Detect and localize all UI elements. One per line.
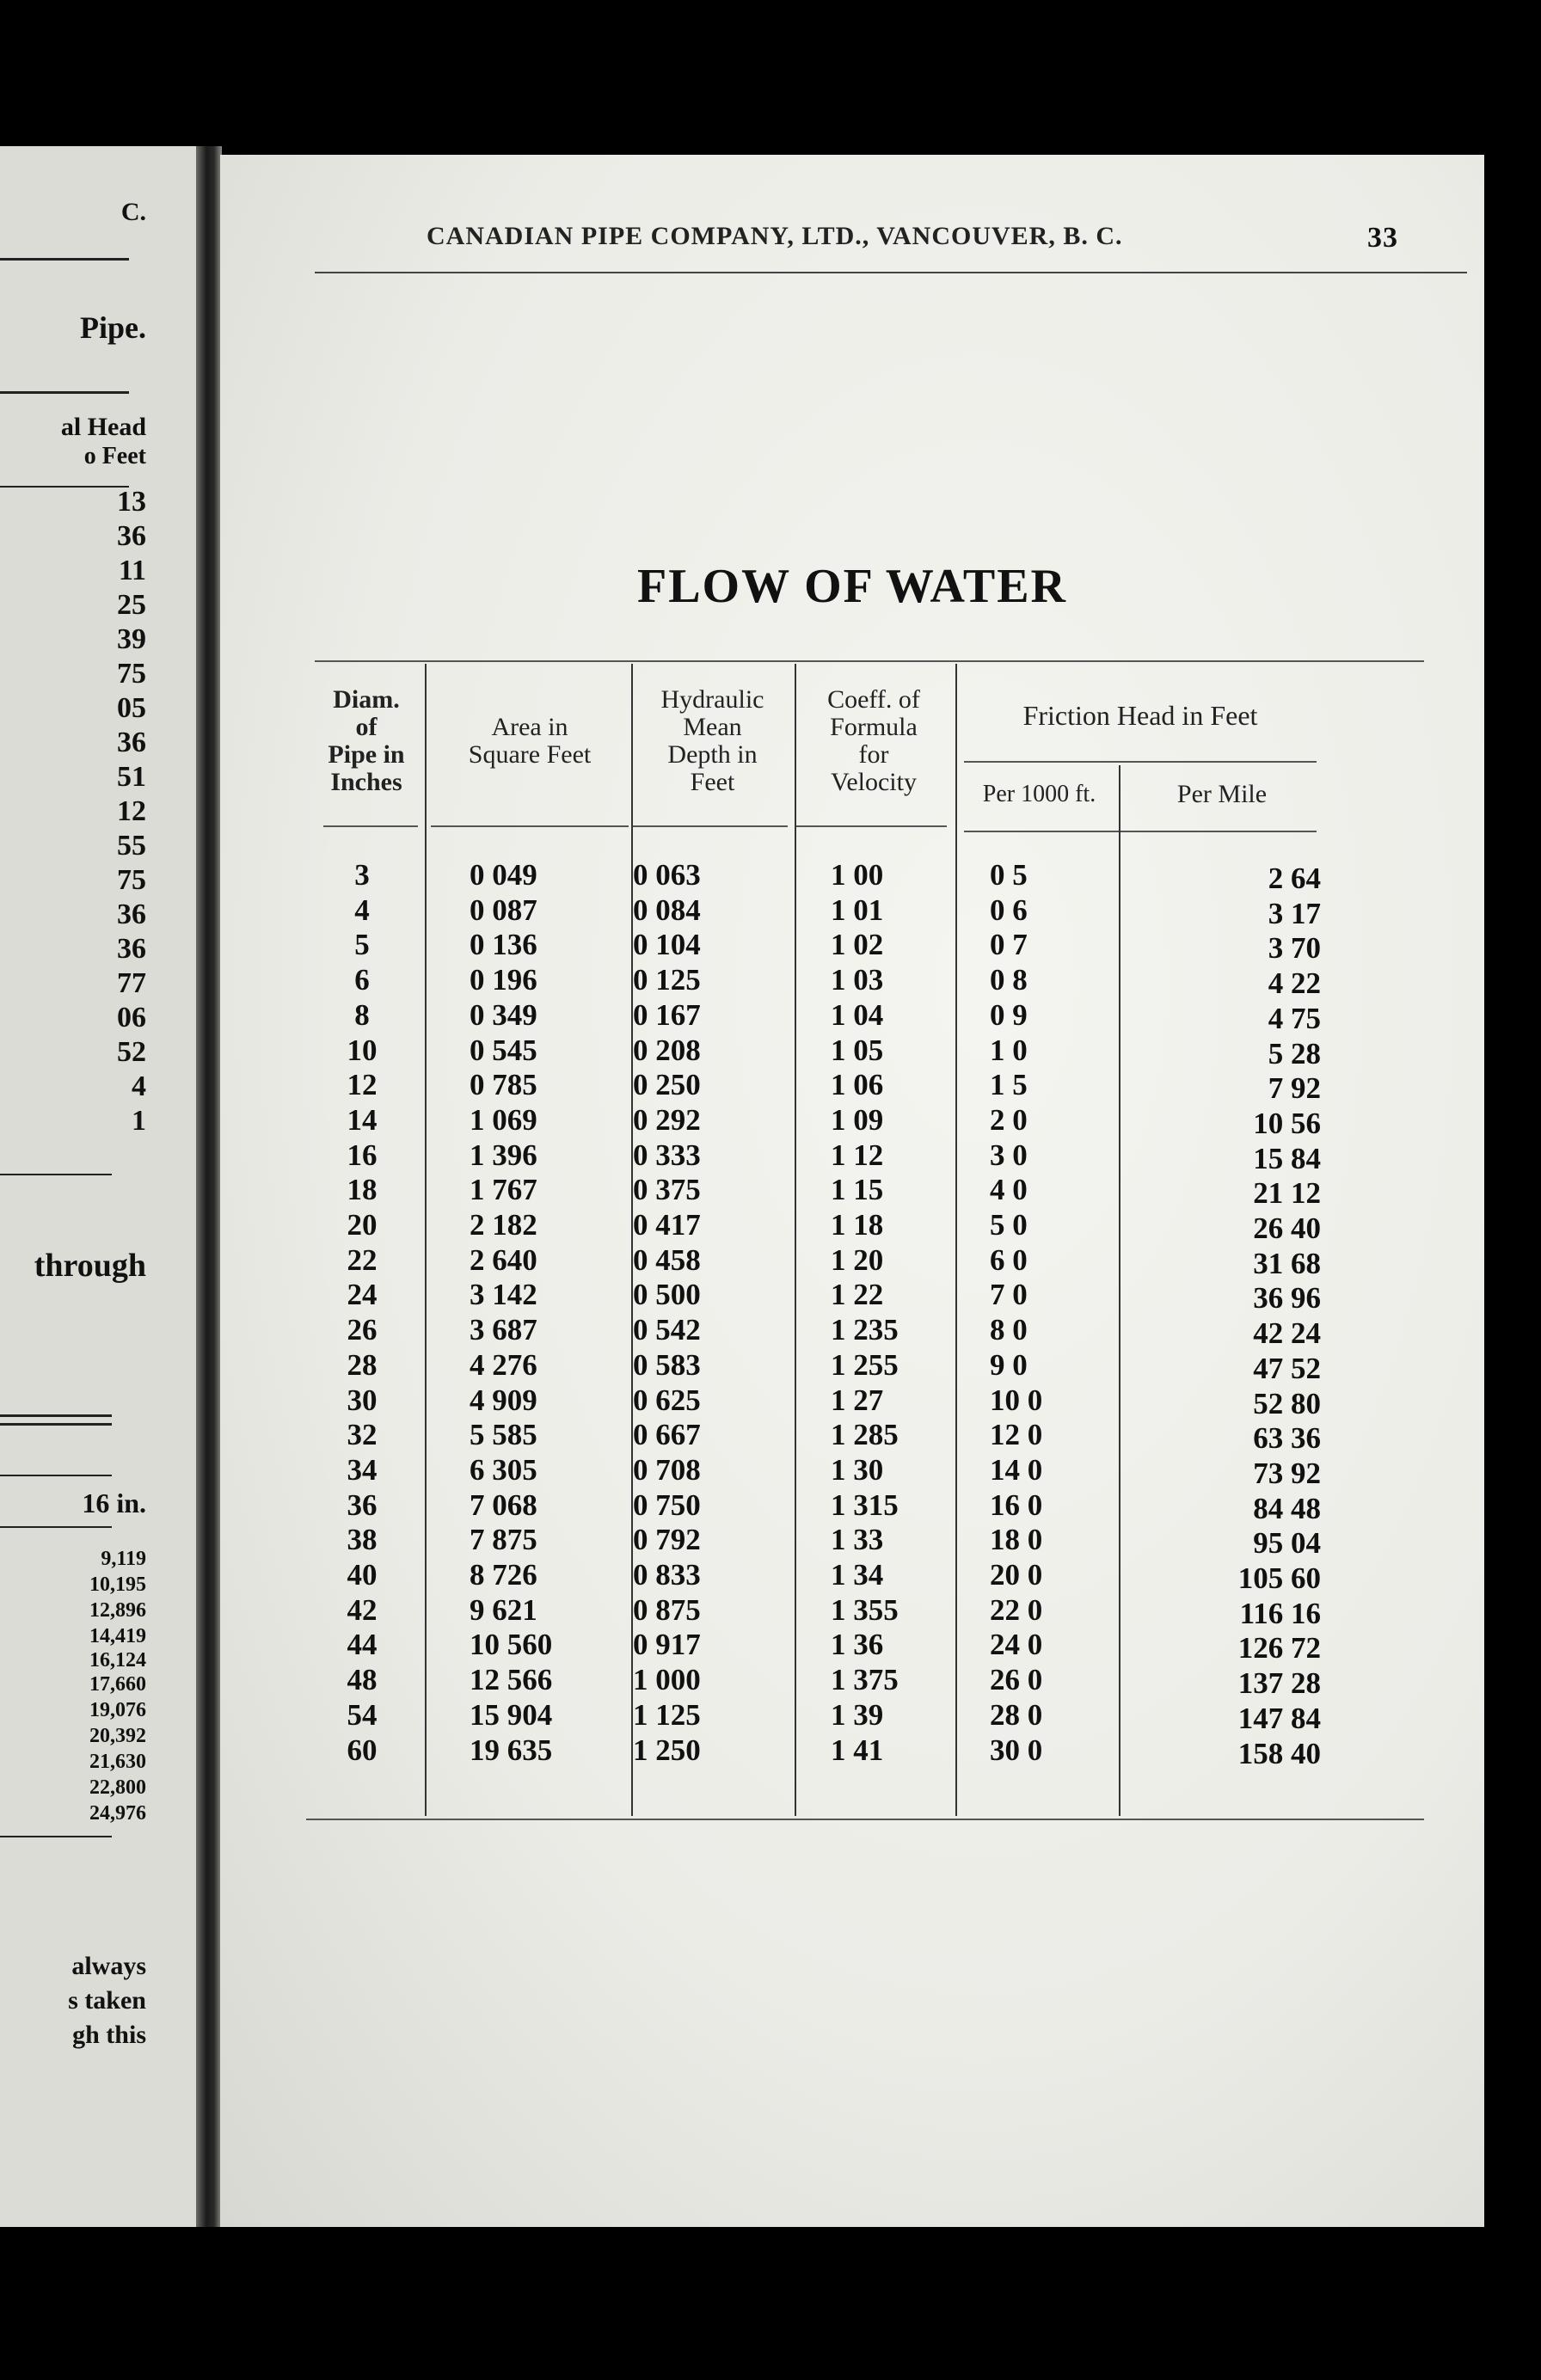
left-rule <box>0 1423 112 1426</box>
cell-diameter: 40 <box>347 1558 378 1592</box>
cell-coefficient: 1 315 <box>831 1488 899 1522</box>
left-page-text: 75 <box>117 658 146 690</box>
left-rule <box>0 1174 112 1175</box>
cell-area: 8 726 <box>470 1558 537 1592</box>
left-page-text: 25 <box>117 589 146 621</box>
left-page-text: 21,630 <box>89 1751 146 1773</box>
cell-friction-per-1000: 24 0 <box>990 1628 1043 1662</box>
cell-friction-per-1000: 26 0 <box>990 1663 1043 1697</box>
cell-hydraulic-depth: 0 125 <box>633 963 701 997</box>
left-page-text: 06 <box>117 1002 146 1034</box>
cell-coefficient: 1 04 <box>831 997 884 1032</box>
table-bottom-rule <box>306 1819 1424 1820</box>
cell-hydraulic-depth: 0 917 <box>633 1628 701 1662</box>
cell-friction-per-1000: 7 0 <box>990 1278 1028 1312</box>
cell-friction-per-1000: 18 0 <box>990 1523 1043 1557</box>
left-page-text: through <box>34 1248 146 1284</box>
cell-coefficient: 1 41 <box>831 1733 884 1767</box>
cell-diameter: 38 <box>347 1523 378 1557</box>
col-header-friction: Friction Head in Feet <box>1022 700 1258 731</box>
cell-diameter: 20 <box>347 1208 378 1242</box>
left-page-text: 9,119 <box>101 1548 146 1570</box>
cell-hydraulic-depth: 0 167 <box>633 997 701 1032</box>
left-page-text: 19,076 <box>89 1699 146 1721</box>
left-rule <box>0 1526 112 1528</box>
page-number: 33 <box>1367 222 1398 254</box>
cell-hydraulic-depth: 0 875 <box>633 1592 701 1627</box>
page-title: FLOW OF WATER <box>636 560 1067 613</box>
col-header-per-1000: Per 1000 ft. <box>982 781 1096 807</box>
cell-friction-per-1000: 4 0 <box>990 1173 1028 1207</box>
cell-coefficient: 1 05 <box>831 1033 884 1067</box>
cell-friction-per-1000: 6 0 <box>990 1242 1028 1277</box>
cell-friction-per-mile: 3 70 <box>1268 931 1321 966</box>
table-top-rule <box>315 660 1424 662</box>
cell-area: 4 909 <box>470 1383 537 1417</box>
cell-coefficient: 1 22 <box>831 1278 884 1312</box>
cell-hydraulic-depth: 0 104 <box>633 928 701 962</box>
cell-coefficient: 1 15 <box>831 1173 884 1207</box>
left-rule <box>0 486 129 488</box>
col-header-hydraulic: Hydraulic Mean Depth in Feet <box>660 685 764 796</box>
cell-hydraulic-depth: 0 583 <box>633 1347 701 1382</box>
cell-friction-per-1000: 2 0 <box>990 1102 1028 1137</box>
header-rule <box>315 272 1467 273</box>
cell-area: 9 621 <box>470 1592 537 1627</box>
cell-diameter: 14 <box>347 1102 378 1137</box>
cell-friction-per-mile: 42 24 <box>1253 1316 1321 1351</box>
cell-coefficient: 1 235 <box>831 1313 899 1347</box>
cell-diameter: 6 <box>354 963 370 997</box>
cell-diameter: 28 <box>347 1347 378 1382</box>
cell-coefficient: 1 20 <box>831 1242 884 1277</box>
cell-area: 6 305 <box>470 1452 537 1487</box>
column-rule <box>955 664 957 1816</box>
cell-friction-per-mile: 105 60 <box>1237 1561 1321 1595</box>
cell-area: 1 767 <box>470 1173 537 1207</box>
cell-friction-per-1000: 1 5 <box>990 1068 1028 1102</box>
left-page-text: 05 <box>117 692 146 724</box>
col-header-area: Area in Square Feet <box>468 713 592 769</box>
cell-hydraulic-depth: 0 625 <box>633 1383 701 1417</box>
cell-diameter: 42 <box>347 1592 378 1627</box>
cell-area: 15 904 <box>470 1697 553 1732</box>
cell-area: 0 136 <box>470 928 537 962</box>
header-bottom-rule <box>431 825 629 827</box>
left-page-text: always <box>71 1952 146 1980</box>
cell-area: 3 142 <box>470 1278 537 1312</box>
cell-coefficient: 1 285 <box>831 1418 899 1452</box>
left-page-text: 22,800 <box>89 1776 146 1799</box>
column-rule <box>795 664 796 1816</box>
cell-friction-per-mile: 158 40 <box>1237 1736 1321 1770</box>
cell-area: 19 635 <box>470 1733 553 1767</box>
cell-diameter: 5 <box>354 928 370 962</box>
cell-hydraulic-depth: 0 084 <box>633 892 701 927</box>
cell-hydraulic-depth: 1 000 <box>633 1663 701 1697</box>
left-page-text: 36 <box>117 933 146 965</box>
cell-friction-per-mile: 21 12 <box>1253 1176 1321 1211</box>
left-page-text: 75 <box>117 864 146 896</box>
cell-friction-per-1000: 0 6 <box>990 892 1028 927</box>
cell-hydraulic-depth: 0 333 <box>633 1138 701 1172</box>
cell-hydraulic-depth: 0 208 <box>633 1033 701 1067</box>
cell-area: 1 069 <box>470 1102 537 1137</box>
cell-friction-per-mile: 7 92 <box>1268 1071 1321 1106</box>
book-page <box>220 155 1484 2227</box>
cell-friction-per-mile: 47 52 <box>1253 1351 1321 1385</box>
cell-diameter: 48 <box>347 1663 378 1697</box>
cell-coefficient: 1 36 <box>831 1628 884 1662</box>
cell-diameter: 54 <box>347 1697 378 1732</box>
left-page-text: 77 <box>117 967 146 999</box>
cell-friction-per-mile: 26 40 <box>1253 1211 1321 1245</box>
cell-friction-per-1000: 12 0 <box>990 1418 1043 1452</box>
cell-friction-per-1000: 30 0 <box>990 1733 1043 1767</box>
cell-friction-per-mile: 52 80 <box>1253 1386 1321 1420</box>
left-page-text: 36 <box>117 520 146 552</box>
cell-friction-per-1000: 10 0 <box>990 1383 1043 1417</box>
cell-hydraulic-depth: 0 500 <box>633 1278 701 1312</box>
cell-friction-per-mile: 147 84 <box>1237 1701 1321 1735</box>
left-rule <box>0 391 129 394</box>
cell-hydraulic-depth: 0 458 <box>633 1242 701 1277</box>
cell-coefficient: 1 01 <box>831 892 884 927</box>
cell-coefficient: 1 12 <box>831 1138 884 1172</box>
cell-friction-per-mile: 36 96 <box>1253 1281 1321 1316</box>
cell-friction-per-1000: 9 0 <box>990 1347 1028 1382</box>
left-rule <box>0 1414 112 1417</box>
cell-friction-per-1000: 0 9 <box>990 997 1028 1032</box>
left-page-text: 36 <box>117 727 146 758</box>
cell-diameter: 22 <box>347 1242 378 1277</box>
column-rule <box>1119 765 1120 1816</box>
cell-hydraulic-depth: 0 708 <box>633 1452 701 1487</box>
running-title: CANADIAN PIPE COMPANY, LTD., VANCOUVER, B. C. <box>427 222 1123 250</box>
col-header-coefficient: Coeff. of Formula for Velocity <box>827 685 920 796</box>
cell-area: 7 068 <box>470 1488 537 1522</box>
running-header <box>427 222 1398 256</box>
cell-area: 0 349 <box>470 997 537 1032</box>
cell-friction-per-1000: 14 0 <box>990 1452 1043 1487</box>
left-rule <box>0 1836 112 1837</box>
cell-friction-per-mile: 15 84 <box>1253 1141 1321 1175</box>
left-page-text: 14,419 <box>89 1625 146 1647</box>
cell-friction-per-mile: 137 28 <box>1237 1666 1321 1701</box>
cell-coefficient: 1 27 <box>831 1383 884 1417</box>
cell-friction-per-mile: 63 36 <box>1253 1421 1321 1456</box>
left-page-text: 4 <box>132 1070 146 1102</box>
cell-coefficient: 1 355 <box>831 1592 899 1627</box>
cell-friction-per-1000: 16 0 <box>990 1488 1043 1522</box>
cell-area: 0 087 <box>470 892 537 927</box>
cell-area: 0 196 <box>470 963 537 997</box>
left-page-text: 12 <box>117 795 146 827</box>
cell-diameter: 60 <box>347 1733 378 1767</box>
left-page-text: 12,896 <box>89 1599 146 1622</box>
cell-coefficient: 1 30 <box>831 1452 884 1487</box>
cell-diameter: 26 <box>347 1313 378 1347</box>
cell-hydraulic-depth: 0 542 <box>633 1313 701 1347</box>
left-rule <box>0 258 129 261</box>
cell-area: 4 276 <box>470 1347 537 1382</box>
cell-friction-per-1000: 1 0 <box>990 1033 1028 1067</box>
cell-friction-per-1000: 8 0 <box>990 1313 1028 1347</box>
cell-friction-per-1000: 3 0 <box>990 1138 1028 1172</box>
cell-hydraulic-depth: 0 292 <box>633 1102 701 1137</box>
left-page-text: 24,976 <box>89 1802 146 1825</box>
cell-friction-per-1000: 20 0 <box>990 1558 1043 1592</box>
cell-area: 7 875 <box>470 1523 537 1557</box>
cell-friction-per-mile: 10 56 <box>1253 1106 1321 1140</box>
cell-friction-per-mile: 73 92 <box>1253 1456 1321 1490</box>
cell-friction-per-mile: 84 48 <box>1253 1491 1321 1525</box>
cell-area: 0 545 <box>470 1033 537 1067</box>
cell-coefficient: 1 02 <box>831 928 884 962</box>
left-page-text: 55 <box>117 830 146 862</box>
cell-coefficient: 1 03 <box>831 963 884 997</box>
cell-coefficient: 1 00 <box>831 858 884 892</box>
cell-hydraulic-depth: 0 417 <box>633 1208 701 1242</box>
left-page-text: gh this <box>72 2021 146 2049</box>
cell-area: 2 640 <box>470 1242 537 1277</box>
col-header-per-mile: Per Mile <box>1176 780 1268 808</box>
col-header-diameter: Diam. of Pipe in Inches <box>328 685 405 796</box>
cell-area: 12 566 <box>470 1663 553 1697</box>
cell-diameter: 10 <box>347 1033 378 1067</box>
cell-area: 5 585 <box>470 1418 537 1452</box>
cell-friction-per-1000: 0 7 <box>990 928 1028 962</box>
cell-diameter: 44 <box>347 1628 378 1662</box>
cell-diameter: 18 <box>347 1173 378 1207</box>
header-bottom-rule <box>633 825 788 827</box>
cell-area: 1 396 <box>470 1138 537 1172</box>
column-rule <box>425 664 427 1816</box>
left-page-text: C. <box>120 198 146 226</box>
cell-diameter: 3 <box>354 858 370 892</box>
left-rule <box>0 1475 112 1476</box>
cell-area: 2 182 <box>470 1208 537 1242</box>
cell-diameter: 36 <box>347 1488 378 1522</box>
left-page-text: 39 <box>117 623 146 655</box>
cell-hydraulic-depth: 0 750 <box>633 1488 701 1522</box>
cell-coefficient: 1 255 <box>831 1347 899 1382</box>
cell-hydraulic-depth: 0 063 <box>633 858 701 892</box>
left-page-text: 17,660 <box>89 1673 146 1696</box>
cell-hydraulic-depth: 0 375 <box>633 1173 701 1207</box>
cell-hydraulic-depth: 0 667 <box>633 1418 701 1452</box>
cell-area: 0 785 <box>470 1068 537 1102</box>
cell-diameter: 12 <box>347 1068 378 1102</box>
cell-hydraulic-depth: 1 250 <box>633 1733 701 1767</box>
cell-hydraulic-depth: 1 125 <box>633 1697 701 1732</box>
cell-hydraulic-depth: 0 833 <box>633 1558 701 1592</box>
cell-diameter: 16 <box>347 1138 378 1172</box>
cell-diameter: 32 <box>347 1418 378 1452</box>
cell-friction-per-1000: 22 0 <box>990 1592 1043 1627</box>
left-page-text: 52 <box>117 1036 146 1068</box>
cell-friction-per-mile: 5 28 <box>1268 1036 1321 1070</box>
left-page-text: s taken <box>68 1986 146 2015</box>
cell-diameter: 8 <box>354 997 370 1032</box>
left-page-text: o Feet <box>83 443 146 469</box>
cell-friction-per-mile: 95 04 <box>1253 1526 1321 1561</box>
cell-friction-per-mile: 4 22 <box>1268 966 1321 1001</box>
left-page-text: 11 <box>118 555 146 586</box>
cell-friction-per-1000: 28 0 <box>990 1697 1043 1732</box>
left-page-text: 36 <box>117 899 146 930</box>
cell-hydraulic-depth: 0 250 <box>633 1068 701 1102</box>
header-bottom-rule <box>323 825 418 827</box>
left-page-text: 16 in. <box>82 1488 146 1518</box>
cell-area: 0 049 <box>470 858 537 892</box>
cell-diameter: 34 <box>347 1452 378 1487</box>
cell-friction-per-mile: 126 72 <box>1237 1631 1321 1665</box>
cell-diameter: 4 <box>354 892 370 927</box>
cell-friction-per-mile: 2 64 <box>1268 862 1321 895</box>
cell-friction-per-mile: 31 68 <box>1253 1246 1321 1280</box>
left-page-fragment <box>0 146 198 2227</box>
cell-friction-per-1000: 0 5 <box>990 858 1028 892</box>
header-bottom-rule <box>964 831 1317 832</box>
header-bottom-rule <box>796 825 947 827</box>
cell-area: 3 687 <box>470 1313 537 1347</box>
left-page-text: 20,392 <box>89 1725 146 1747</box>
cell-friction-per-mile: 4 75 <box>1268 1001 1321 1035</box>
cell-coefficient: 1 39 <box>831 1697 884 1732</box>
left-page-text: 10,195 <box>89 1573 146 1596</box>
cell-friction-per-1000: 5 0 <box>990 1208 1028 1242</box>
cell-friction-per-mile: 3 17 <box>1268 896 1321 930</box>
book-gutter <box>196 146 222 2227</box>
cell-area: 10 560 <box>470 1628 553 1662</box>
left-page-text: 13 <box>117 486 146 518</box>
cell-coefficient: 1 33 <box>831 1523 884 1557</box>
cell-friction-per-1000: 0 8 <box>990 963 1028 997</box>
left-page-text: Pipe. <box>80 310 146 345</box>
cell-coefficient: 1 09 <box>831 1102 884 1137</box>
cell-diameter: 30 <box>347 1383 378 1417</box>
left-page-text: 51 <box>117 761 146 793</box>
left-page-text: al Head <box>60 413 146 441</box>
cell-coefficient: 1 34 <box>831 1558 884 1592</box>
cell-diameter: 24 <box>347 1278 378 1312</box>
left-page-text: 16,124 <box>89 1649 146 1672</box>
cell-coefficient: 1 06 <box>831 1068 884 1102</box>
cell-coefficient: 1 18 <box>831 1208 884 1242</box>
left-page-text: 1 <box>132 1105 146 1137</box>
friction-split-rule <box>964 761 1317 763</box>
cell-hydraulic-depth: 0 792 <box>633 1523 701 1557</box>
cell-friction-per-mile: 116 16 <box>1239 1596 1321 1630</box>
cell-coefficient: 1 375 <box>831 1663 899 1697</box>
